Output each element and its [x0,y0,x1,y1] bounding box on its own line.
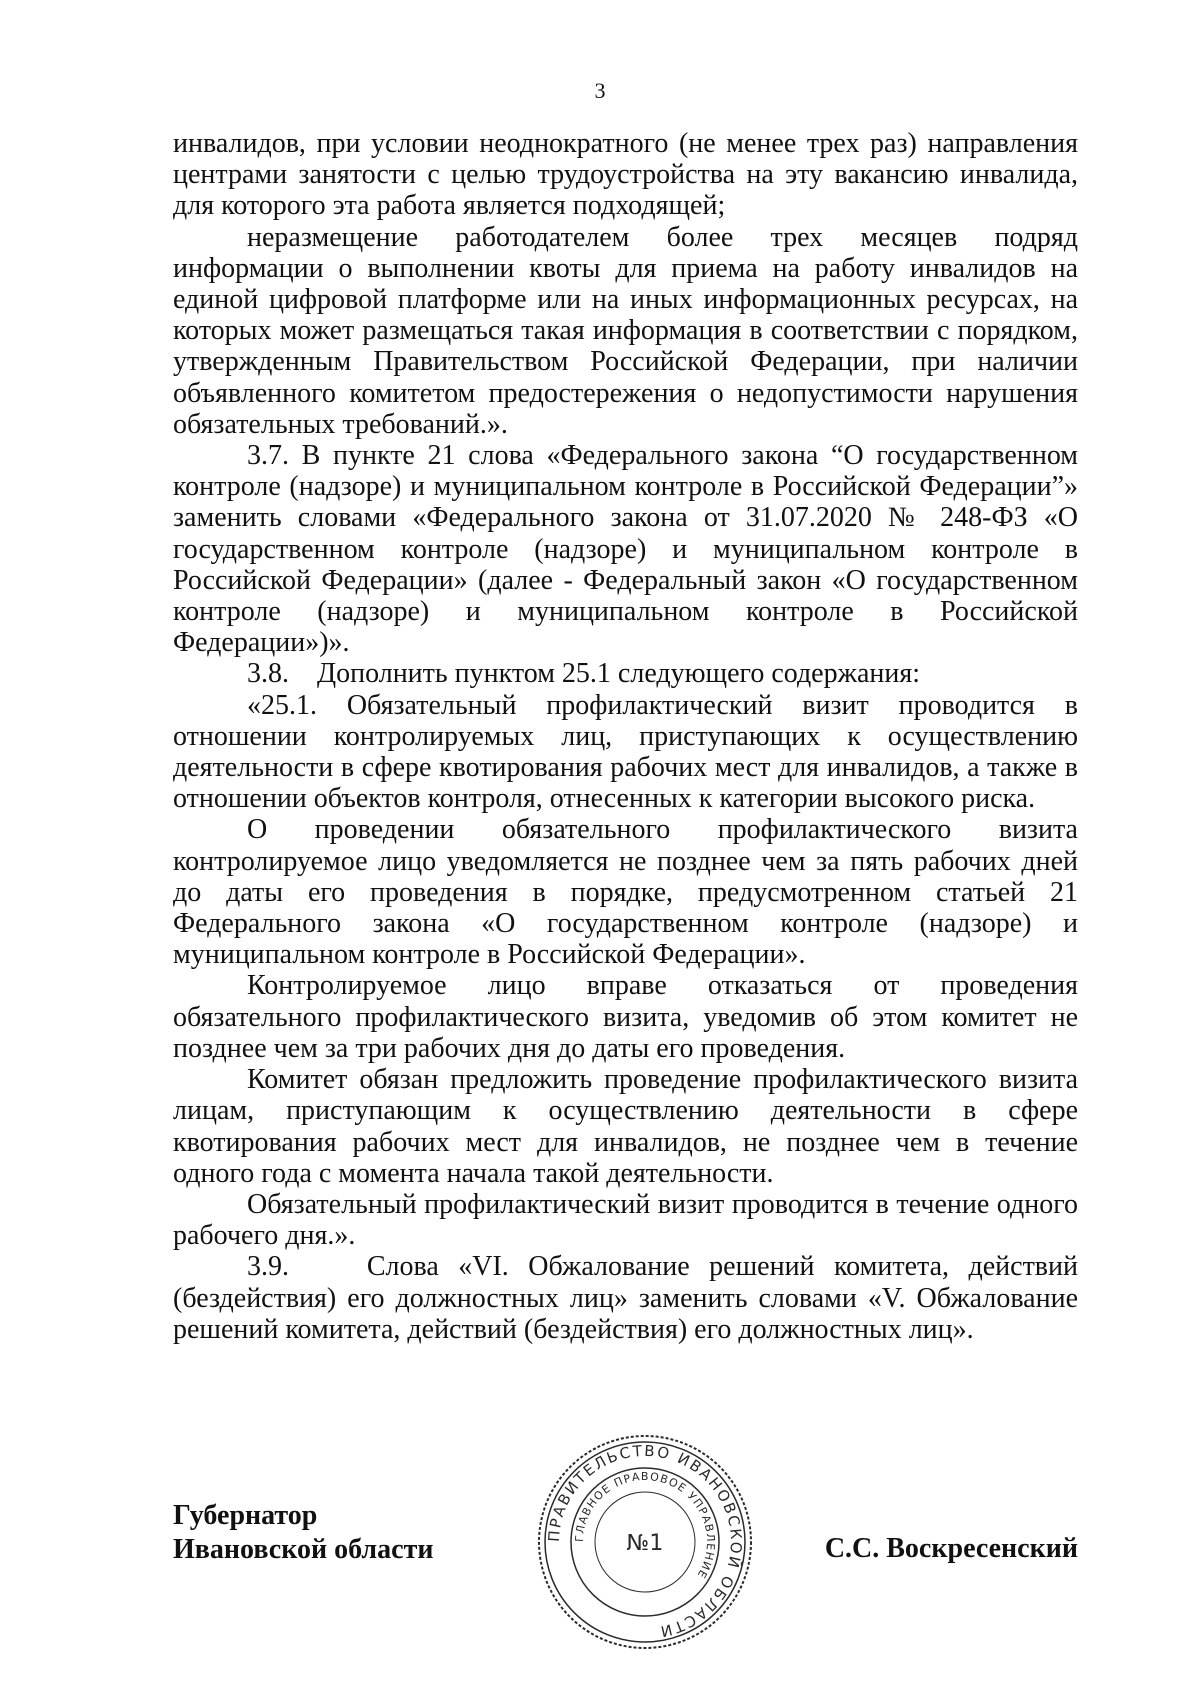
paragraph-5: «25.1. Обязательный профилактический визит проводится в отношении контролируемых лиц, приступающих к осуществлению деятельности в сфере квотирования рабочих мест для инвалидов, а также в отношении объектов контроля, отнесенных к категории высокого риска. [173,689,1078,815]
signatory-position [173,1499,433,1567]
paragraph-9: Обязательный профилактический визит проводится в течение одного рабочего дня.». [173,1188,1078,1252]
stamp-outer-text: ПРАВИТЕЛЬСТВО ИВАНОВСКОЙ ОБЛАСТИ [544,1441,746,1641]
paragraph-1: инвалидов, при условии неоднократного (не менее трех раз) направления центрами занятости с целью трудоустройства на эту вакансию инвалида, для которого эта работа является подходящей; [173,128,1078,222]
svg-text:ГЛАВНОЕ ПРАВОВОЕ УПРАВЛЕНИЕ [573,1470,717,1581]
paragraph-3: 3.7. В пункте 21 слова «Федерального закона “О государственном контроле (надзоре) и муниципальном контроле в Российской Федерации”» заменить словами «Федерального закона от 31.07.2020 № 248-ФЗ «О государственном контроле (надзоре) и муниципальном контроле в Российской Федерации» (далее - Федеральный закон «О государственном контроле (надзоре) и муниципальном контроле в Российской Федерации»)». [173,440,1078,659]
official-stamp [535,1432,755,1652]
paragraph-6: О проведении обязательного профилактического визита контролируемое лицо уведомляется не позднее чем за пять рабочих дней до даты его проведения в порядке, предусмотренном статьей 21 Федерального закона «О государственном контроле (надзоре) и муниципальном контроле в Российской Федерации». [173,814,1078,971]
stamp-inner-text: ГЛАВНОЕ ПРАВОВОЕ УПРАВЛЕНИЕ [572,1469,718,1582]
paragraph-4: 3.8. Дополнить пунктом 25.1 следующего содержания: [247,658,921,690]
paragraph-10: 3.9. Слова «VI. Обжалование решений комитета, действий (бездействия) его должностных лиц» заменить словами «V. Обжалование решений комитета, действий (бездействия) его должностных лиц». [173,1251,1085,1345]
stamp-number: №1 [626,1531,664,1556]
signatory-position-line2: Ивановской области [173,1534,434,1565]
paragraph-8: Комитет обязан предложить проведение профилактического визита лицам, приступающим к осуществлению деятельности в сфере квотирования рабочих мест для инвалидов, не позднее чем в течение одного года с момента начала такой деятельности. [173,1064,1078,1189]
paragraph-7: Контролируемое лицо вправе отказаться от проведения обязательного профилактического визита, уведомив об этом комитет не позднее чем за три рабочих дня до даты его проведения. [173,970,1078,1064]
page-number: 3 [594,78,606,103]
paragraph-2: неразмещение работодателем более трех месяцев подряд информации о выполнении квоты для приема на работу инвалидов на единой цифровой платформе или на иных информационных ресурсах, на которых может размещаться такая информация в соответствии с порядком, утвержденным Правительством Российской Федерации, при наличии объявленного комитетом предостережения о недопустимости нарушения обязательных требований.». [173,221,1078,440]
body-text [173,128,1085,1345]
signatory-name: С.С. Воскресенский [824,1533,1078,1564]
signatory-position-line1: Губернатор [173,1500,318,1531]
